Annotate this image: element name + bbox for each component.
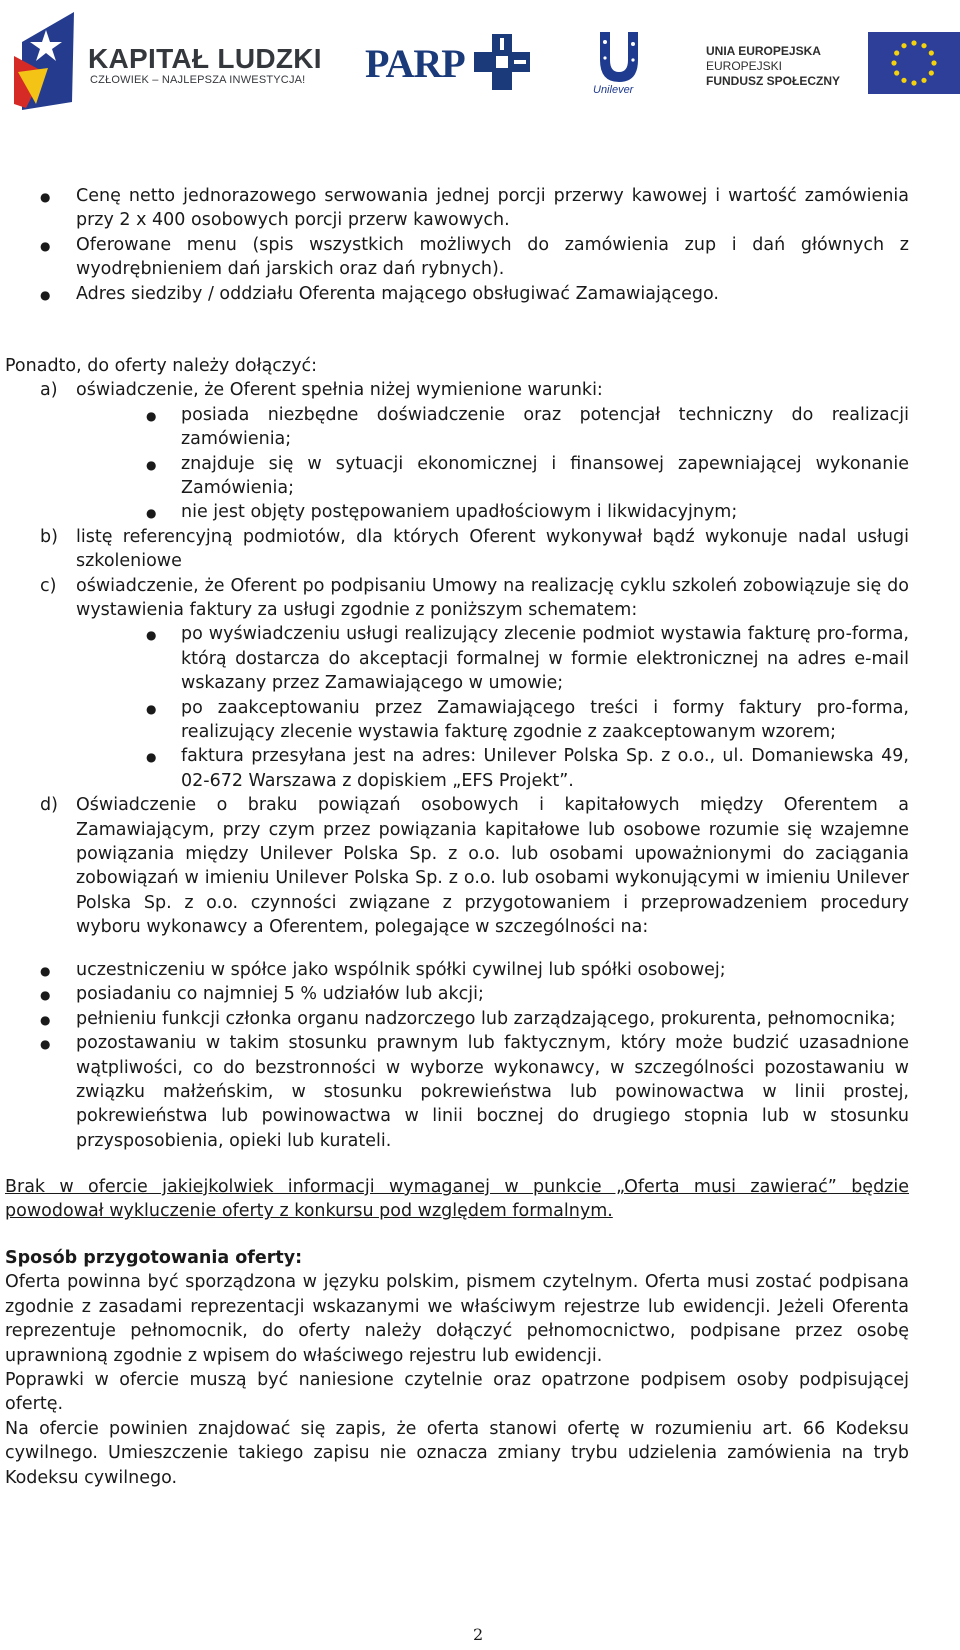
relation-bullet-line: pozostawaniu w takim stosunku prawnym lub faktycznym, który może budzić uzasadnione [76, 1033, 909, 1054]
relation-bullet-line: posiadaniu co najmniej 5 % udziałów lub akcji; [76, 984, 484, 1005]
eu-star [921, 43, 926, 48]
eu-line-2: EUROPEJSKI [706, 59, 783, 73]
item-c-sub-line: realizujący zlecenie wystawia fakturę zgodnie z zaakceptowanym wzorem; [181, 722, 837, 742]
warning-line: Brak w ofercie jakiejkolwiek informacji wymaganej w punkcie „Oferta musi zawierać” będzie [5, 1177, 909, 1197]
item-a-sub-line: posiada niezbędne doświadczenie oraz potencjał techniczny do realizacji [181, 404, 909, 425]
item-a-sub-line: nie jest objęty postępowaniem upadłościowym i likwidacyjnym; [181, 502, 738, 523]
item-c-sub-line: po wyświadczeniu usługi realizujący zlecenie podmiot wystawia fakturę pro-forma, [181, 624, 909, 645]
relation-bullet-line: związku małżeńskim, w stosunku pokrewieństwa lub powinowactwa w linii prostej, [76, 1082, 909, 1102]
eu-star [929, 50, 934, 55]
unilever-u-icon [596, 30, 642, 84]
section-paragraph-line: ofertę. [5, 1394, 64, 1415]
relation-bullet-line: przysposobienia, opieki lub kurateli. [76, 1130, 392, 1151]
eu-line-3: FUNDUSZ SPOŁECZNY [706, 74, 841, 88]
bullet-icon: ● [40, 964, 51, 978]
eu-star [891, 60, 896, 65]
list-marker: b) [40, 526, 58, 547]
item-a-sub-line: Zamówienia; [181, 478, 294, 498]
item-d-line: Oświadczenie o braku powiązań osobowych i kapitałowych między Oferentem a [76, 795, 909, 816]
section-paragraph-line: Kodeksu cywilnego. [5, 1467, 178, 1488]
item-b-line: szkoleniowe [76, 551, 182, 572]
bullet-icon: ● [146, 408, 157, 423]
section-paragraph-line: reprezentuje pełnomocnik, do oferty należy dołączyć pełnomocnictwo, podpisane przez osobę [5, 1321, 909, 1342]
eu-star [911, 40, 916, 45]
item-c-line: oświadczenie, że Oferent po podpisaniu Umowy na realizację cyklu szkoleń zobowiązuje się do [76, 575, 909, 596]
list-marker: a) [40, 380, 58, 401]
bullet-icon: ● [40, 190, 51, 204]
bullet-icon: ● [40, 1037, 51, 1052]
section-paragraph-line: Na ofercie powinien znajdować się zapis, że oferta stanowi ofertę w rozumieniu art. 66 Kodeksu [5, 1418, 909, 1439]
kapital-ludzki-title: KAPITAŁ LUDZKI [88, 43, 322, 74]
item-d-line: Zamawiającym, przy czym przez powiązania kapitałowe lub osobowe rozumie się wzajemne [76, 819, 909, 840]
relation-bullet-line: pokrewieństwa lub powinowactwa w linii bocznej do drugiego stopnia lub w stosunku [76, 1106, 909, 1127]
parp-cross-icon [474, 34, 530, 90]
section-title: Sposób przygotowania oferty: [5, 1248, 303, 1268]
relation-bullet-line: pełnieniu funkcji członka organu nadzorczego lub zarządzającego, prokurenta, pełnomocnika; [76, 1008, 896, 1029]
eu-star [894, 50, 899, 55]
intro-bullet-line: Adres siedziby / oddziału Oferenta mającego obsługiwać Zamawiającego. [76, 283, 719, 304]
item-a-sub-line: zamówienia; [181, 429, 292, 450]
eu-star [931, 60, 936, 65]
item-c-sub-line: wskazany przez Zamawiającego w umowie; [181, 673, 564, 694]
page-header [0, 0, 960, 120]
section-paragraph-line: Oferta powinna być sporządzona w języku polskim, pismem czytelnym. Oferta musi zostać podpisana [5, 1272, 909, 1293]
section-paragraph-line: uprawnioną zgodnie z wpisem do właściwego rejestru lub ewidencji. [5, 1345, 603, 1366]
list-marker: c) [40, 575, 57, 596]
section-paragraph-line: zgodnie z zasadami reprezentacji wskazanymi we właściwym rejestrze lub ewidencji. Jeżeli Oferenta [5, 1296, 909, 1317]
eu-star [911, 80, 916, 85]
bullet-icon: ● [146, 750, 157, 765]
unilever-logo-text: Unilever [593, 84, 634, 96]
parp-logo-text: PARP [365, 41, 465, 86]
item-c-sub-line: po zaakceptowaniu przez Zamawiającego treści i formy faktury pro-forma, [181, 697, 909, 718]
eu-star [901, 43, 906, 48]
kapital-ludzki-subtitle: CZŁOWIEK – NAJLEPSZA INWESTYCJA! [90, 74, 306, 86]
intro-bullet-line: Oferowane menu (spis wszystkich możliwych do zamówienia zup i dań głównych z [76, 234, 909, 255]
item-d-line: zobowiązań w imieniu Unilever Polska Sp. z o.o. lub osobami wykonującymi w imieniu Unilever [76, 868, 909, 889]
item-c-sub-line: którą dostarcza do akceptacji formalnej w formie elektronicznej na adres e-mail [181, 648, 909, 669]
bullet-icon: ● [146, 701, 157, 716]
item-c-line: wystawienia faktury za usługi zgodnie z poniższym schematem: [76, 600, 638, 620]
item-a-text: oświadczenie, że Oferent spełnia niżej wymienione warunki: [76, 380, 603, 401]
list-marker: d) [40, 795, 58, 816]
eu-star [901, 78, 906, 83]
intro-bullet-line: wyodrębnieniem dań jarskich oraz dań rybnych). [76, 259, 505, 280]
item-a-sub-line: znajduje się w sytuacji ekonomicznej i finansowej zapewniającej wykonanie [181, 453, 909, 474]
item-d-line: powiązania między Unilever Polska Sp. z o.o. lub osobami upoważnionymi do zaciągania [76, 844, 909, 864]
intro-bullet-line: Cenę netto jednorazowego serwowania jednej porcji przerwy kawowej i wartość zamówienia [76, 186, 909, 206]
warning-line: powodował wykluczenie oferty z konkursu pod względem formalnym. [5, 1201, 613, 1222]
bullet-icon: ● [40, 238, 51, 253]
item-d-line: wyboru wykonawcy a Oferentem, polegające w szczególności na: [76, 917, 649, 938]
relation-bullet-line: uczestniczeniu w spółce jako wspólnik spółki cywilnej lub spółki osobowej; [76, 960, 726, 980]
eu-star [894, 70, 899, 75]
eu-flag-icon [868, 32, 960, 94]
item-c-sub-line: faktura przesyłana jest na adres: Unilever Polska Sp. z o.o., ul. Domaniewska 49, [181, 746, 909, 767]
attach-intro: Ponadto, do oferty należy dołączyć: [5, 356, 317, 376]
page-number: 2 [473, 1625, 484, 1644]
eu-line-1: UNIA EUROPEJSKA [706, 44, 821, 58]
kapital-ludzki-emblem [14, 12, 80, 110]
item-d-line: Polska Sp. z o.o. czynności związane z przygotowaniem i przeprowadzeniem procedury [76, 892, 909, 913]
eu-star [921, 78, 926, 83]
section-paragraph-line: Poprawki w ofercie muszą być naniesione czytelnie oraz opatrzone podpisem osoby podpisującej [5, 1370, 909, 1390]
item-c-sub-line: 02-672 Warszawa z dopiskiem „EFS Projekt”. [181, 770, 574, 791]
eu-text-block [706, 44, 840, 89]
section-paragraph-line: cywilnego. Umieszczenie takiego zapisu nie oznacza zmiany trybu udzielenia zamówienia na tryb [5, 1443, 909, 1464]
eu-star [929, 70, 934, 75]
intro-bullet-line: przy 2 x 400 osobowych porcji przerw kawowych. [76, 210, 510, 231]
bullet-icon: ● [40, 287, 51, 302]
bullet-icon: ● [40, 1012, 51, 1027]
bullet-icon: ● [40, 988, 51, 1003]
bullet-icon: ● [146, 506, 157, 521]
bullet-icon: ● [146, 457, 157, 472]
item-b-line: listę referencyjną podmiotów, dla których Oferent wykonywał bądź wykonuje nadal usługi [76, 526, 909, 547]
bullet-icon: ● [146, 628, 157, 643]
relation-bullet-line: wątpliwości, co do bezstronności w wyborze wykonawcy, w szczególności pozostawaniu w [76, 1057, 909, 1078]
